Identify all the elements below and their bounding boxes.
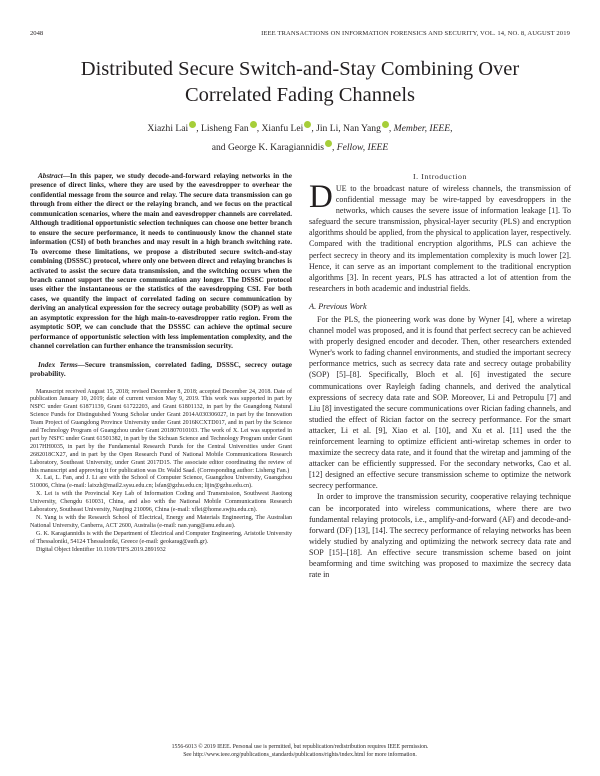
left-column bbox=[30, 172, 292, 555]
section-heading: I. Introduction bbox=[412, 172, 468, 181]
rights-link-line[interactable]: See http://www.ieee.org/publications_standards/publications/rights/index.html for more information. bbox=[183, 752, 417, 758]
membership-grade: Member, IEEE bbox=[393, 123, 451, 134]
footnote-affiliation: G. K. Karagiannidis is with the Department of Electrical and Computer Engineering, Aristotle University of Thessaloniki, 54124 Thessaloniki, Greece (e-mail: geokarag@auth.gr). bbox=[30, 530, 292, 545]
running-header bbox=[30, 30, 570, 42]
author-name: Xianfu Lei bbox=[261, 123, 304, 134]
index-terms-text: —Secure transmission, correlated fading, DSSSC, secrecy outage probability. bbox=[30, 360, 293, 379]
abstract-text: —In this paper, we study decode-and-forward relaying networks in the presence of direct links, where they are used by the eavesdropper to overhear the confidential message from the source and relay. The secure data transmission can go through from either the direct or the relaying branch, and we focus on the practical communication scenarios, where the main and eavesdropper channels are correlated. Although traditional opportunistic selection techniques can choose one better branch to ensure the secure performance, it needs to continuously know the channel state information (CSI) of both branches and may result in a high branch switching rate. To overcome these limitations, we propose a distributed secure switch-and-stay combining (DSSSC) protocol, where only one between direct and relaying branches is activated to assist the secure data transmission, and the switching occurs when the branch cannot support the secure communication any longer. The DSSSC protocol uses either the instantaneous or the statistics of the eavesdropping CSI. For both cases, we quantify the impact of correlated fading on secure communication by deriving an analytical expression for the secrecy outage probability (SOP) as well as an asymptotic expression for the high main-to-eavesdropper ratio region. From the asymptotic SOP, we can conclude that the DSSSC can achieve the optimal secure performance of opportunistic selection with less implementation complexity, and the channel correlation can further enhance the transmission security. bbox=[30, 172, 292, 351]
author-name: Xiazhi Lai bbox=[147, 123, 189, 134]
copyright-footer bbox=[30, 743, 570, 759]
footnote-doi[interactable]: Digital Object Identifier 10.1109/TIFS.2019.2891932 bbox=[36, 546, 166, 553]
right-column bbox=[309, 172, 571, 580]
author-name: and George K. Karagiannidis bbox=[211, 142, 324, 153]
membership-grade: Fellow, IEEE bbox=[336, 142, 389, 153]
journal-name: IEEE TRANSACTIONS ON INFORMATION FORENSICS AND SECURITY, VOL. 14, NO. 8, AUGUST 2019 bbox=[261, 30, 570, 37]
author-line-1: Xiazhi Lai , Lisheng Fan , Xianfu Lei , Jin Li, Nan Yang , Member, IEEE, bbox=[147, 123, 453, 134]
body-paragraph: For the PLS, the pioneering work was done by Wyner [4], where a wiretap channel model was proposed, and it is found that perfect secrecy can be achieved with properly designed encoder and decoder. Then, other researchers extended Wyner's work to fading channel environments, and studied the important secrecy performance metrics, such as secrecy data rate and secrecy outage probability (SOP) [5]–[8]. Specifically, Bloch et al. [6] investigated the secure communications over Rayleigh fading channels, and derived the analytical expressions of secrecy data rate and SOP. Moreover, Li and Petropulu [7] and Liu [8] investigated the secure communications over Rician fading channels, and studied the effect of Rician factor on the secrecy performance. For the smart attacker, Li et al. [9], Xiao et al. [10], and Xu et al. [11] used the the reinforcement learning to optimize efficient anti-wiretap schemes in order to maximize the secrecy data rate, and it found that the wiretap and jamming of the attacker can be efficiently suppressed. For the secondary networks, Cao et al. [12] designed an effective secure transmission scheme to optimize the network secrecy performance. bbox=[309, 314, 571, 491]
copyright-line: 1556-6013 © 2019 IEEE. Personal use is permitted, but republication/redistribution requires IEEE permission. bbox=[171, 744, 429, 750]
abstract bbox=[30, 172, 292, 352]
paper-title: Distributed Secure Switch-and-Stay Combining Over Correlated Fading Channels bbox=[80, 58, 520, 106]
footnote-affiliation: X. Lai, L. Fan, and J. Li are with the School of Computer Science, Guangzhou University, Guangzhou 510006, China (e-mail: laixzh@mail2.sysu.edu.cn; lsfan@gzhu.edu.cn; lijin@gzhu.edu.cn). bbox=[30, 475, 292, 490]
abstract-label: Abstract bbox=[38, 172, 63, 180]
author-name: Jin Li, Nan Yang bbox=[316, 123, 381, 134]
footnotes bbox=[30, 389, 292, 555]
orcid-icon[interactable] bbox=[325, 140, 332, 147]
footnote-affiliation: N. Yang is with the Research School of Electrical, Energy and Materials Engineering, The Australian National University, Canberra, ACT 2600, Australia (e-mail: nan.yang@anu.edu.au). bbox=[30, 515, 292, 529]
orcid-icon[interactable] bbox=[382, 121, 389, 128]
subsection-heading: A. Previous Work bbox=[309, 301, 367, 311]
drop-cap: D bbox=[309, 179, 333, 215]
index-terms-label: Index Terms bbox=[38, 360, 78, 369]
intro-paragraph: DUE to the broadcast nature of wireless channels, the transmission of confidential message may be wire-tapped by eavesdroppers in the networks, which causes the severe issue of information leakage [1]. To safeguard the secure transmission, physical-layer security (PLS) and encryption algorithms should be applied, from the physical to application layer, respectively. Compared with the traditional encryption algorithms, PLS can achieve the perfect secrecy in theory and its implementation complexity is much lower [2]. Hence, it can serve as an important complement to the traditional encryption algorithms [3]. In recent years, PLS has attracted a lot of attention from the researchers in both academic and industrial fields. bbox=[309, 179, 571, 293]
body-paragraph: In order to improve the transmission security, cooperative relaying technique can be incorporated into wireless communications, where there are two fundamental relaying protocols, i.e., amplify-and-forward (AF) and decode-and-forward (DF) [13], [14]. The secrecy performance of relaying networks has been widely studied by analyzing and optimizing the network secrecy data rate and SOP [15]–[18]. An effective secure transmission scheme based on joint beamforming and time switching was proposed to maximize the secrecy data rate in bbox=[309, 492, 571, 580]
footnote-affiliation: X. Lei is with the Provincial Key Lab of Information Coding and Transmission, Southwest Jiaotong University, Chengdu 610031, China, and also with the National Mobile Communications Research Laboratory, Southeast University, Nanjing 210096, China (e-mail: xflei@home.swjtu.edu.cn). bbox=[30, 491, 292, 514]
page-number: 2048 bbox=[30, 30, 44, 37]
author-line-2: and George K. Karagiannidis , Fellow, IEEE bbox=[211, 142, 389, 153]
footnote-manuscript: Manuscript received August 15, 2018; revised December 8, 2018; accepted December 24, 2018. Date of publication January 10, 2019; date of current version May 9, 2019. This work was supported in part by NSFC under Grant 61871139, Grant 61722203, and Grant 61801132, in part by the Guangdong Natural Science Funds for Distinguished Young Scholar under Grant 2014A030306027, in part by the Innovation Team Project of Guangdong Province University under Grant 2016KCXTD017, and in part by the Science and Technology Program of Guangzhou under Grant 201807010103. The work of X. Lei was supported in part by NSFC under Grant 61501382, in part by the Sichuan Science and Technology Program under Grant 2017HH0035, in part by the Fundamental Research Funds for the Central Universities under Grant 2682018CX27, and in part by the Open Research Fund of National Mobile Communications Research Laboratory, Southeast University, under Grant 2017D15. The associate editor coordinating the review of this manuscript and approving it for publication was Dr. Walid Saad. (Corresponding author: Lisheng Fan.) bbox=[30, 388, 292, 474]
orcid-icon[interactable] bbox=[250, 121, 257, 128]
author-list bbox=[40, 119, 560, 157]
author-name: Lisheng Fan bbox=[200, 123, 249, 134]
index-terms bbox=[30, 361, 292, 380]
